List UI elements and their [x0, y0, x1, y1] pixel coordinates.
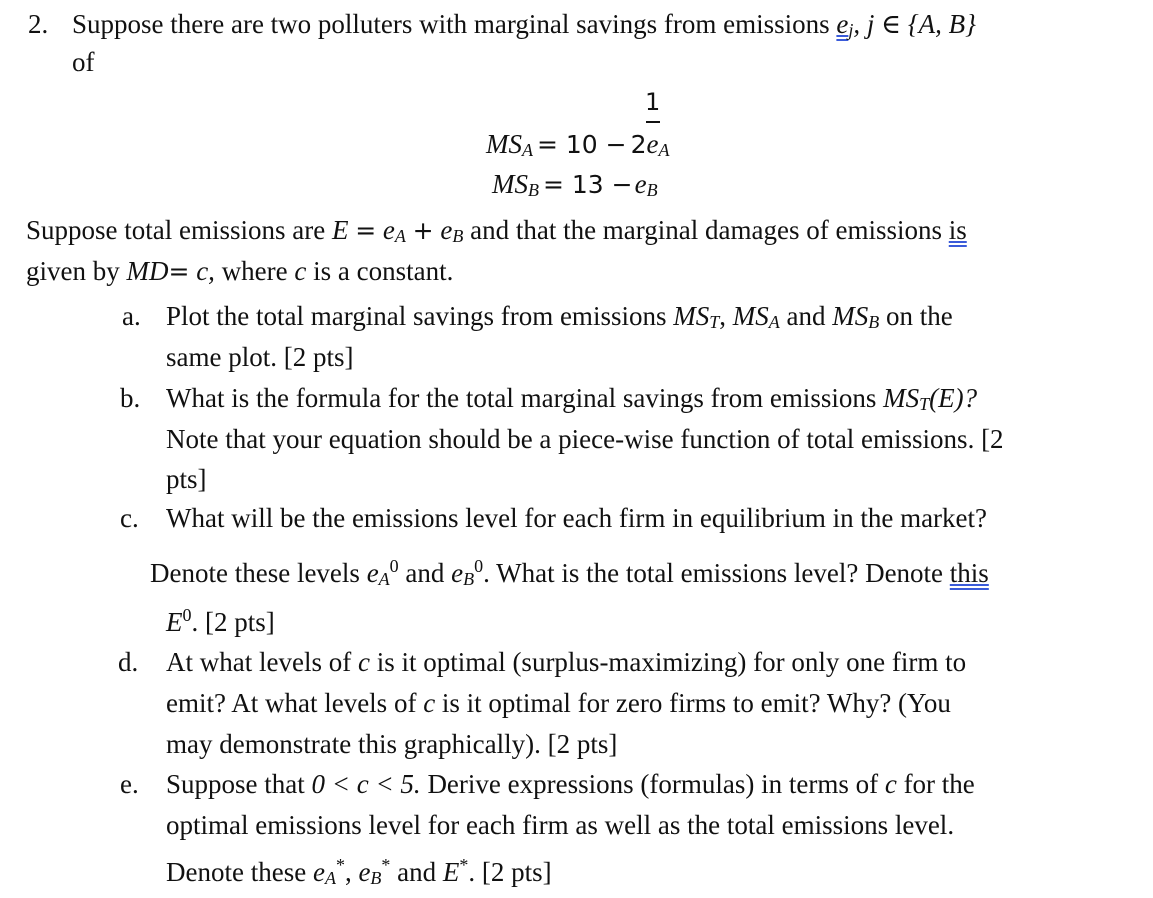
part-d-line2: emit? At what levels of c is it optimal for zero firms to emit? Why? (You [166, 688, 951, 718]
underlined-is: is [948, 215, 967, 245]
part-b-line2: Note that your equation should be a piece-wise function of total emissions. [2 [166, 424, 1004, 454]
equation-msb: MSB = 13 −eB [492, 169, 658, 200]
question-number-text: 2. [28, 9, 49, 39]
fraction-numerator: 1 [645, 88, 661, 116]
part-e-line2: optimal emissions level for each firm as well as the total emissions level. [166, 810, 955, 840]
part-a-line1: Plot the total marginal savings from emissions MST, MSA and MSB on the [166, 301, 953, 332]
part-d-label: d. [118, 647, 139, 677]
fraction-bar [646, 121, 660, 123]
part-c-line3: $E^0$. [2 pts] [166, 605, 275, 637]
part-e-label: e. [120, 769, 139, 799]
intro-set: , j ∈ {A, B} [853, 9, 976, 39]
context-line1: Suppose total emissions are E = eA + eB and that the marginal damages of emissions is [26, 215, 967, 246]
part-b-line3: pts] [166, 464, 207, 494]
part-a-label: a. [122, 301, 141, 331]
part-a-line2: same plot. [2 pts] [166, 342, 354, 372]
part-e-line3: Denote these eA*, eB* and E*. [2 pts] [166, 855, 552, 888]
part-d-line1: At what levels of c is it optimal (surplus-maximizing) for only one firm to [166, 647, 967, 677]
intro-var: ej [836, 9, 854, 40]
part-c-label: c. [120, 503, 139, 533]
part-d-line3: may demonstrate this graphically). [2 pts] [166, 729, 618, 759]
part-c-line2: Denote these levels $eA^0$ and $eB^0$. What is the total emissions level? Denote this [150, 556, 989, 589]
equation-msa: MSA = 10 − 2eA [486, 129, 670, 160]
intro-text: Suppose there are two polluters with marginal savings from emissions [72, 9, 830, 39]
question-intro-line2 [72, 42, 95, 82]
part-c-line1: What will be the emissions level for each firm in equilibrium in the market? [166, 503, 988, 533]
intro-of: of [72, 47, 95, 77]
question-intro-line1 [72, 4, 976, 50]
part-b-line1: What is the formula for the total marginal savings from emissions MST(E)? [166, 383, 978, 414]
part-b-label: b. [120, 383, 141, 413]
underlined-this: this [949, 558, 989, 588]
part-e-line1: Suppose that 0 < c < 5. Derive expressions (formulas) in terms of c for the [166, 769, 975, 799]
context-line2: given by MD= c, where c is a constant. [26, 256, 454, 286]
question-number [28, 4, 48, 44]
